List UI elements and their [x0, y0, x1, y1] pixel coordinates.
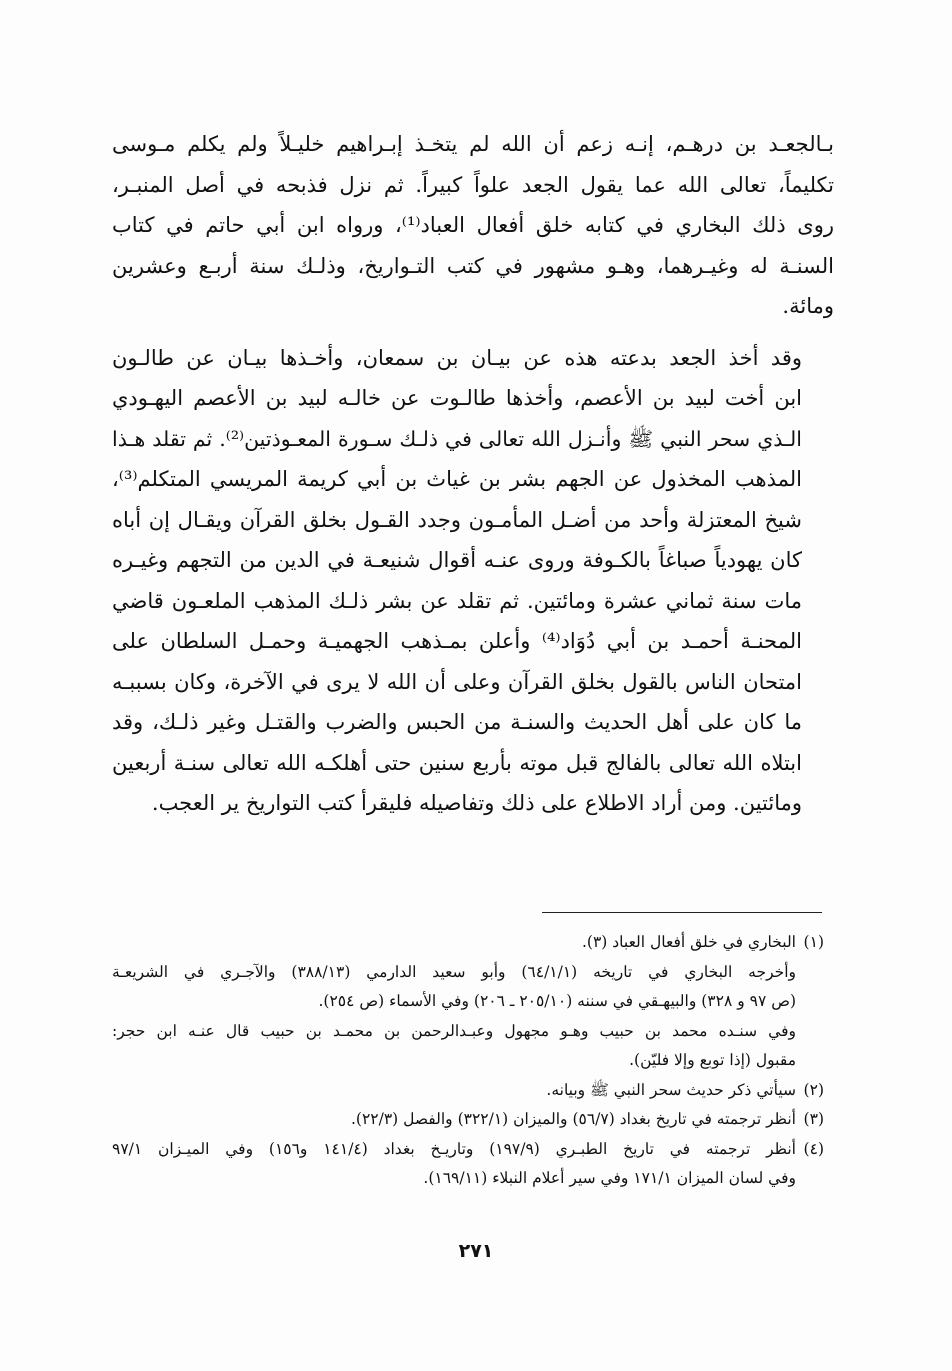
- footnote-separator: [542, 912, 822, 913]
- footnote-line: أنظر ترجمته في تاريخ الطبـري (١٩٧/٩) وتاريـخ بغداد (١٤١/٤ و١٥٦) وفي الميـزان ٩٧/١: [112, 1139, 796, 1158]
- footnotes: [112, 928, 824, 1194]
- footnote-number: (٢): [803, 1080, 824, 1099]
- text-line: ومائة.: [782, 294, 834, 318]
- footnote-line: سيأتي ذكر حديث سحر النبي ﷺ وبيانه.: [546, 1080, 796, 1099]
- text-line: السنـة له وغيـرهما، وهـو مشهور في كتب التـواريخ، وذلـك سنة أربـع وعشرين: [112, 253, 834, 278]
- footnote-number: (٣): [803, 1110, 824, 1128]
- text-line: ابن أخت لبيد بن الأعصم، وأخذها طالـوت عن خالـه لبيد بن الأعصم اليهـودي: [112, 386, 802, 410]
- footnote-number: (٤): [803, 1139, 824, 1158]
- footnote-3: [112, 1105, 824, 1135]
- text-line: المذهب المخذول عن الجهم بشر بن غياث بن أبي كريمة المريسي المتكلم⁽³⁾،: [112, 467, 802, 491]
- footnote-line: وفي سنـده محمد بن حبيب وهـو مجهول وعبـدالرحمن بن محمـد بن حبيب قال عنـه ابن حجر:: [112, 1021, 796, 1040]
- text-line: تكليماً، تعالى الله عما يقول الجعد علواً كبيراً. ثم نزل فذبحه في أصل المنبـر،: [112, 172, 834, 197]
- page-number: ٢٧١: [458, 1240, 494, 1262]
- text-line: شيخ المعتزلة وأحد من أضـل المأمـون وجدد القـول بخلق القرآن ويقـال إن أباه: [112, 507, 802, 532]
- text-line: مات سنة ثماني عشرة ومائتين. ثم تقلد عن بشر ذلـك المذهب الملعـون قاضي: [112, 588, 802, 613]
- footnote-4: [112, 1135, 824, 1194]
- text-line: بـالجعـد بن درهـم، إنـه زعم أن الله لم يتخـذ إبـراهيم خليـلاً ولم يكلم مـوسى: [112, 132, 834, 156]
- main-text-body: [112, 124, 834, 824]
- text-line: امتحان الناس بالقول بخلق القرآن وعلى أن الله لا يرى في الآخرة، وكان بسببـه: [112, 669, 802, 694]
- footnote-line: (ص ٩٧ و ٣٢٨) والبيهـقي في سننه (٢٠٥/١٠ ـ ٢٠٦) وفي الأسماء (ص ٢٥٤).: [318, 992, 796, 1010]
- footnote-line: وأخرجه البخاري في تاريخه (٦٤/١/١) وأبو سعيد الدارمي (٣٨٨/١٣) والآجـري في الشريعـة: [112, 962, 797, 981]
- footnote-1: [112, 928, 824, 1076]
- text-line: الـذي سحر النبي ﷺ وأنـزل الله تعالى في ذلـك سـورة المعـوذتين⁽²⁾. ثم تقلد هـذا: [112, 426, 802, 451]
- text-line: روى ذلك البخاري في كتابه خلق أفعال العباد⁽¹⁾، ورواه ابن أبي حاتم في كتاب: [112, 213, 835, 237]
- paragraph-2: [112, 338, 834, 824]
- text-line: المحنـة أحمـد بن أبي دُوَاد⁽⁴⁾ وأعلن بمـذهب الجهميـة وحمـل السلطان على: [112, 629, 802, 653]
- paragraph-1: [112, 124, 834, 327]
- text-line: ما كان على أهل الحديث والسنـة من الحبس والضرب والقتـل وغير ذلـك، وقد: [112, 710, 802, 734]
- footnote-line: مقبول (إذا توبع وإلا فليّن).: [629, 1051, 796, 1069]
- footnote-line: أنظر ترجمته في تاريخ بغداد (٥٦/٧) والميزان (٣٢٢/١) والفصل (٢٢/٣).: [350, 1110, 796, 1128]
- footnote-2: [112, 1076, 824, 1106]
- footnote-line: البخاري في خلق أفعال العباد (٣).: [581, 933, 796, 951]
- text-line: ابتلاه الله تعالى بالفالج قبل موته بأربع سنين حتى أهلكـه الله تعالى سنـة أربعين: [112, 750, 802, 775]
- text-line: وقد أخذ الجعد بدعته هذه عن بيـان بن سمعان، وأخـذها بيـان عن طالـون: [112, 345, 802, 370]
- footnote-number: (١): [803, 933, 824, 951]
- text-line: ومائتين. ومن أراد الاطلاع على ذلك وتفاصيله فليقرأ كتب التواريخ ير العجب.: [151, 791, 802, 815]
- text-line: كان يهودياً صباغاً بالكـوفة وروى عنـه أقوال شنيعـة في الدين من التجهم وغيـره: [112, 548, 802, 572]
- footnote-line: وفي لسان الميزان ١٧١/١ وفي سير أعلام النبلاء (١٦٩/١١).: [423, 1169, 796, 1187]
